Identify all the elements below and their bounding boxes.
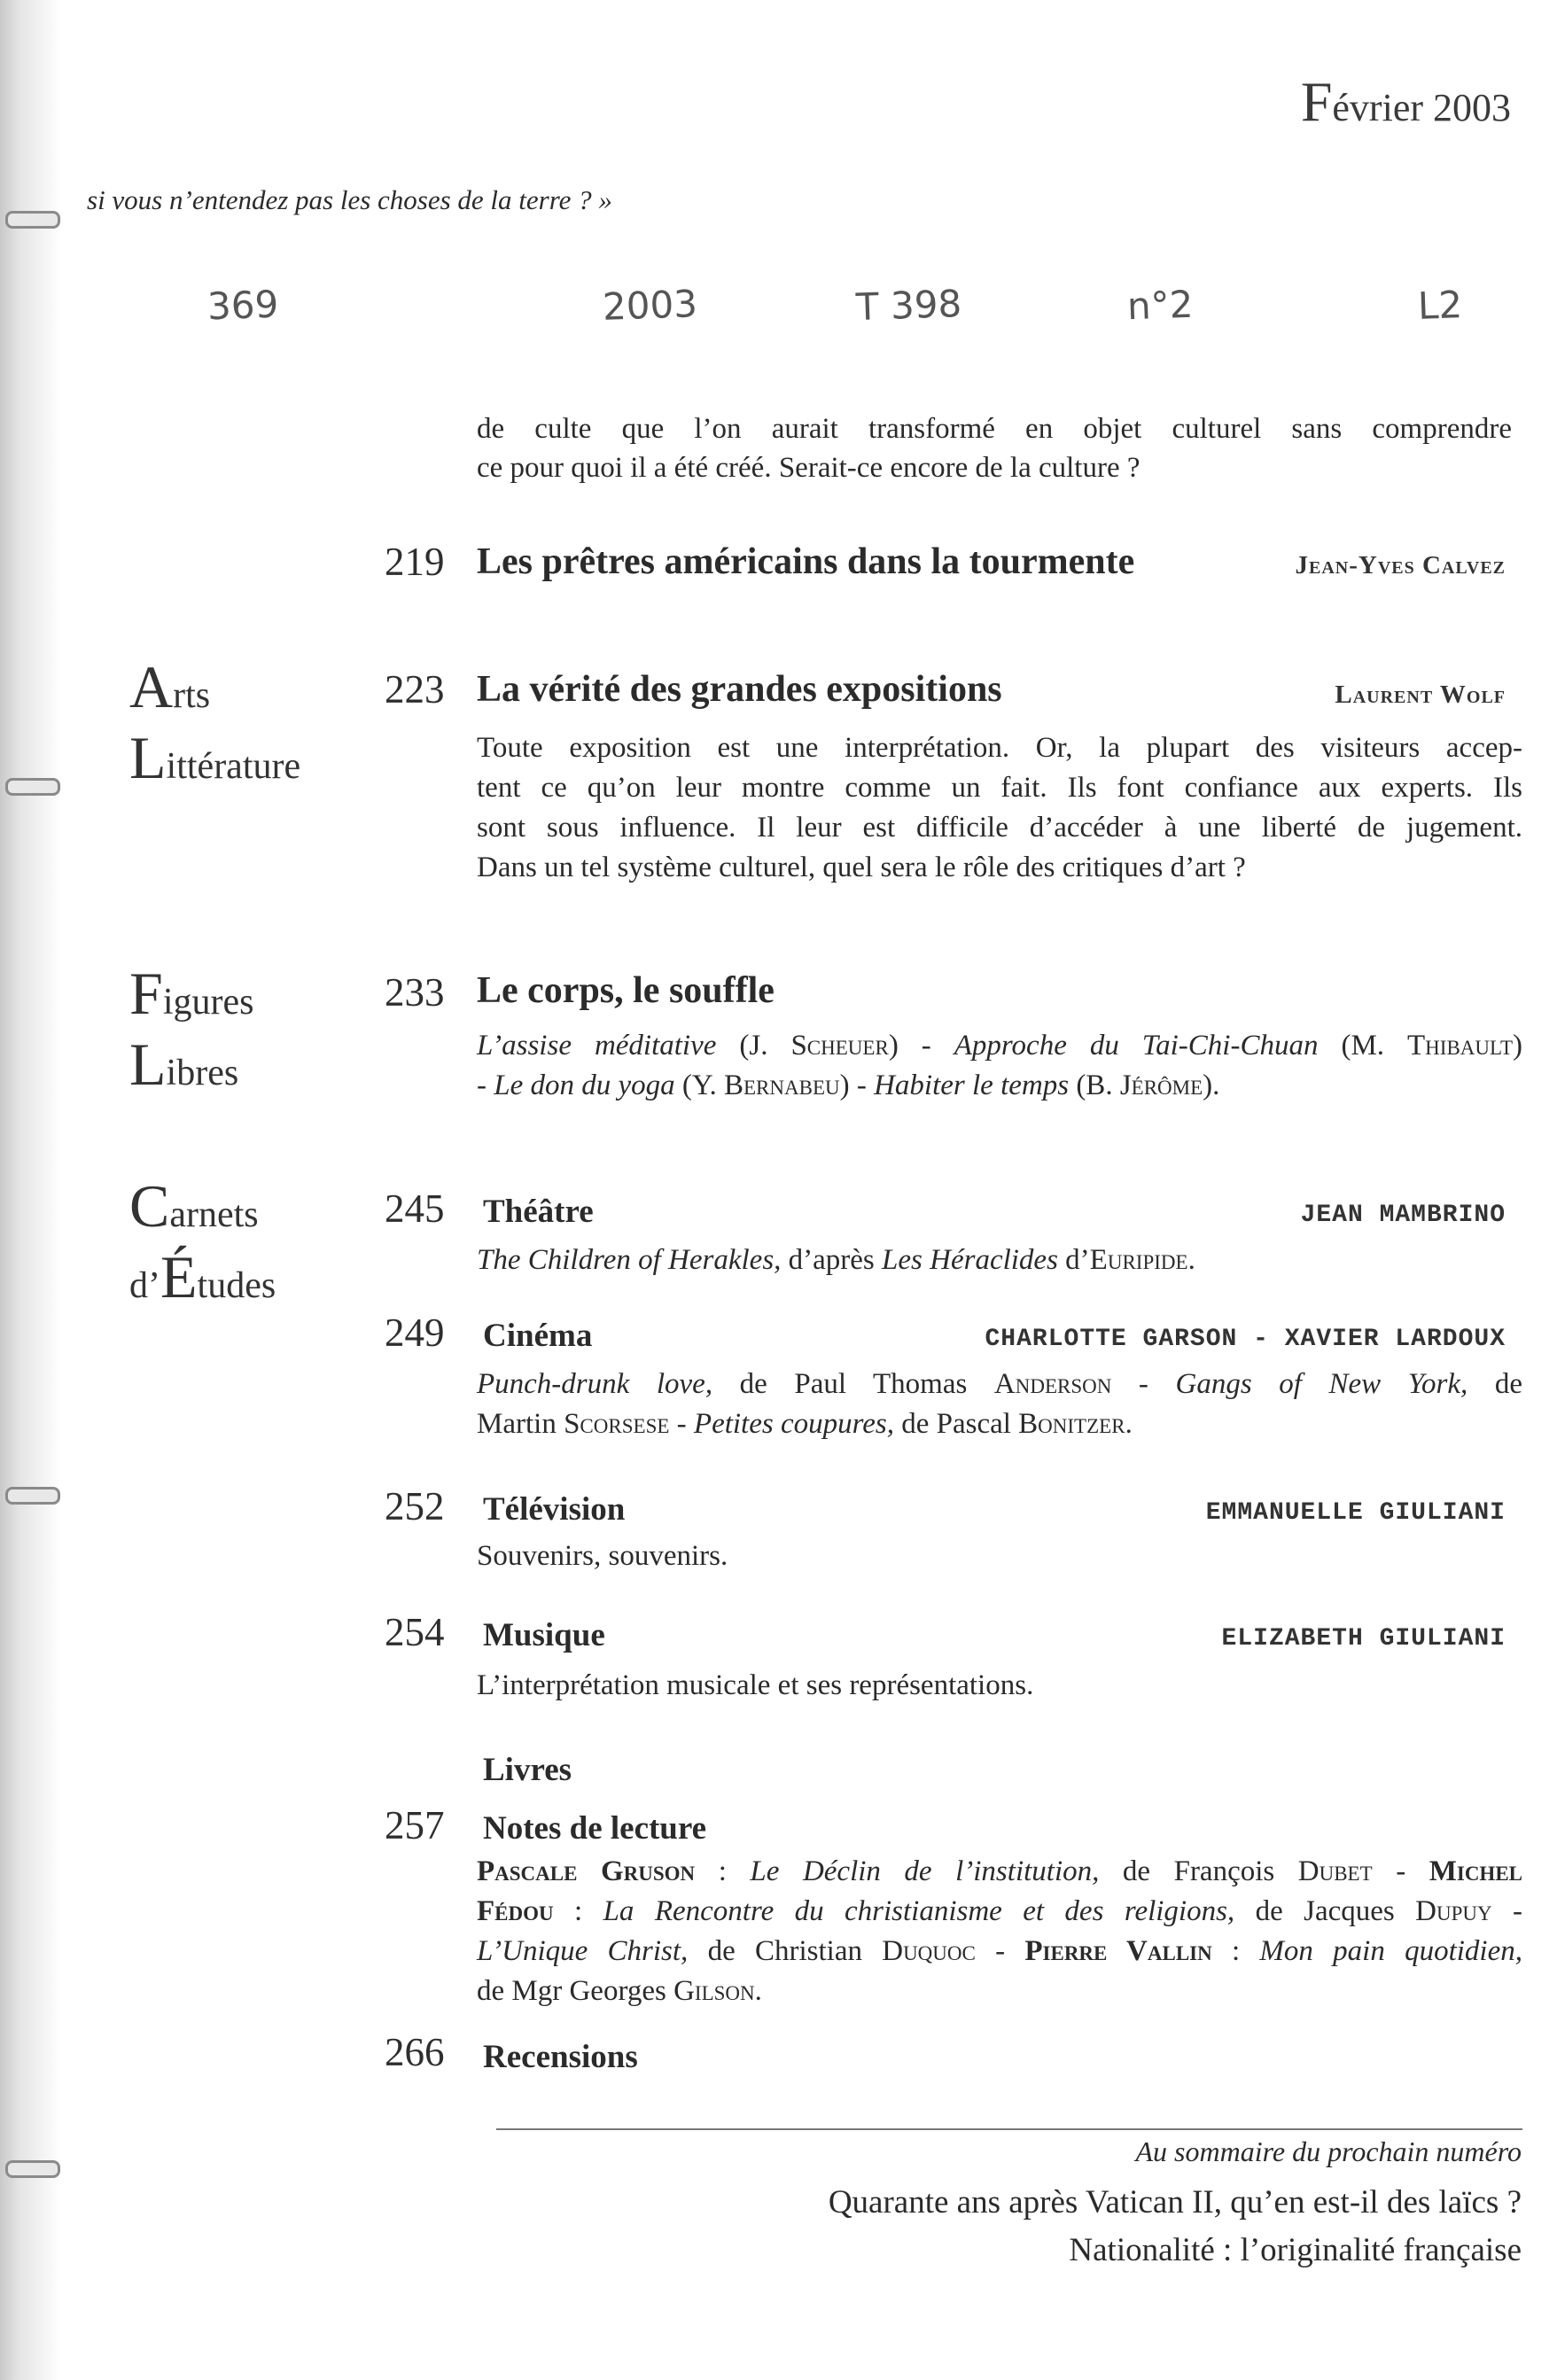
next-issue-item: Nationalité : l’originalité française bbox=[1069, 2232, 1522, 2268]
page-number: 223 bbox=[385, 667, 445, 712]
binding-ring bbox=[5, 762, 58, 815]
entry-title: Cinéma bbox=[483, 1318, 593, 1354]
page-number: 252 bbox=[385, 1484, 445, 1528]
entry-title: Théâtre bbox=[483, 1194, 594, 1230]
handwritten-note: 369 bbox=[206, 282, 280, 329]
entry-title: Télévision bbox=[483, 1491, 626, 1528]
page-number: 245 bbox=[385, 1186, 445, 1231]
page-number: 254 bbox=[385, 1610, 445, 1654]
entry-title: Musique bbox=[483, 1617, 605, 1653]
handwritten-note: T 398 bbox=[855, 281, 962, 330]
page-number: 219 bbox=[385, 540, 445, 584]
section-arts-litterature: Arts Littérature bbox=[129, 653, 301, 791]
entry-author: JEAN MAMBRINO bbox=[1300, 1202, 1506, 1229]
section-carnets-etudes: Carnets d’Études bbox=[129, 1172, 276, 1311]
issue-date: Février 2003 bbox=[1300, 70, 1511, 133]
entry-title: Notes de lecture bbox=[483, 1810, 707, 1847]
entry-description: The Children of Herakles, d’après Les Héraclides d’Euripide. bbox=[477, 1244, 1195, 1276]
entry-description: Souvenirs, souvenirs. bbox=[477, 1540, 728, 1572]
quote-fragment: si vous n’entendez pas les choses de la terre ? » bbox=[87, 184, 612, 215]
binding-ring bbox=[5, 195, 58, 248]
page-number: 233 bbox=[385, 970, 445, 1015]
entry-author: Jean-Yves Calvez bbox=[1295, 551, 1506, 579]
entry-title: La vérité des grandes expositions bbox=[477, 669, 1002, 710]
entry-author: CHARLOTTE GARSON - XAVIER LARDOUX bbox=[985, 1326, 1506, 1353]
handwritten-note: L2 bbox=[1417, 283, 1463, 328]
entry-title: Les prêtres américains dans la tourmente bbox=[477, 541, 1135, 582]
entry-author: ELIZABETH GIULIANI bbox=[1221, 1625, 1506, 1653]
entry-description: L’interprétation musicale et ses représentations. bbox=[477, 1669, 1034, 1701]
subsection-title: Livres bbox=[483, 1752, 572, 1788]
entry-description: L’assise méditative (J. Scheuer) - Approche du Tai-Chi-Chuan (M. Thibault) - Le don du yoga (Y. Bernabeu) - Habiter le temps (B. Jérôme). bbox=[477, 1030, 1522, 1101]
entry-title: Le corps, le souffle bbox=[477, 970, 775, 1011]
page-number: 249 bbox=[385, 1311, 445, 1355]
next-issue-label: Au sommaire du prochain numéro bbox=[1135, 2135, 1522, 2167]
entry-description: Punch-drunk love, de Paul Thomas Anderson - Gangs of New York, de Martin Scorsese - Petites coupures, de Pascal Bonitzer. bbox=[477, 1368, 1523, 1440]
entry-description: Toute exposition est une interprétation. Or, la plupart des visiteurs accep- tent ce qu’on leur montre comme un fait. Ils font confiance aux experts. Ils sont sous influence. Il leur est difficile d’accéder à une liberté de jugement. Dans un tel système culturel, quel sera le rôle des critiques d’art ? bbox=[477, 732, 1522, 883]
entry-title: Recensions bbox=[483, 2039, 638, 2075]
binding-ring bbox=[5, 2144, 58, 2197]
entry-author: EMMANUELLE GIULIANI bbox=[1205, 1499, 1506, 1527]
entry-description: Pascale Gruson : Le Déclin de l’institution, de François Dubet - Michel Fédou : La Rencontre du christianisme et des religions, de Jacques Dupuy - L’Unique Christ, de Christian Duquoc - Pierre Vallin : Mon pain quotidien, de Mgr Georges Gilson. bbox=[477, 1855, 1522, 2007]
page-number: 257 bbox=[385, 1803, 445, 1847]
next-issue-item: Quarante ans après Vatican II, qu’en est-il des laïcs ? bbox=[828, 2184, 1522, 2221]
entry-author: Laurent Wolf bbox=[1335, 681, 1506, 709]
section-figures-libres: Figures Libres bbox=[129, 960, 254, 1098]
page-gutter-shadow bbox=[0, 0, 62, 2380]
divider bbox=[496, 2128, 1522, 2130]
intro-text: de culte que l’on aurait transformé en objet culturel sans comprendre ce pour quoi il a été créé. Serait-ce encore de la culture ? bbox=[477, 413, 1512, 484]
handwritten-note: n°2 bbox=[1126, 282, 1195, 329]
handwritten-note: 2003 bbox=[602, 282, 698, 329]
page-number: 266 bbox=[385, 2030, 445, 2074]
binding-ring bbox=[5, 1471, 58, 1524]
